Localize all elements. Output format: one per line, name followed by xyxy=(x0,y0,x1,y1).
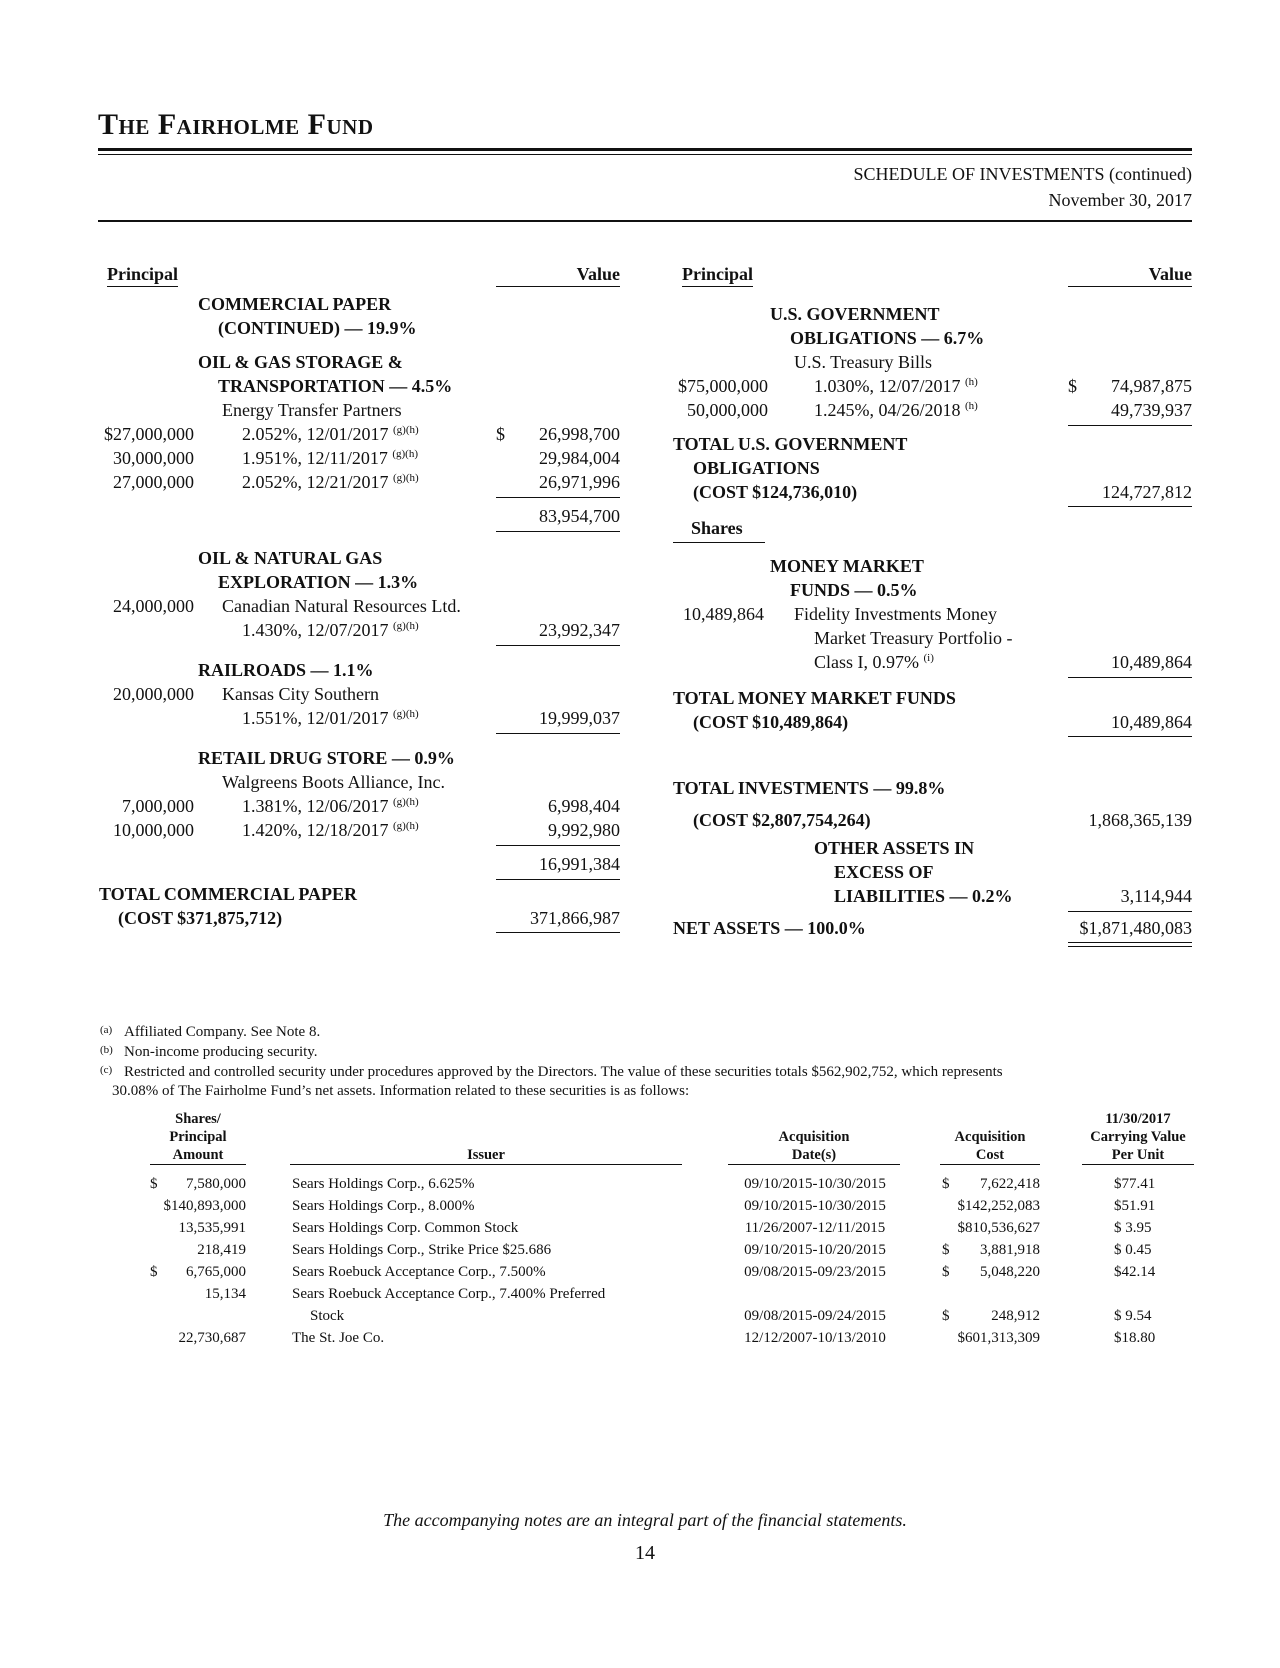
total-rule xyxy=(1068,736,1192,737)
col-header-amount xyxy=(150,1110,246,1165)
footnote-ref: (h) xyxy=(965,376,978,388)
cp-heading-1: COMMERCIAL PAPER xyxy=(198,294,392,314)
total-mm-value: 10,489,864 xyxy=(1111,712,1192,732)
header-text: Acquisition xyxy=(778,1129,850,1145)
page-number: 14 xyxy=(635,1542,655,1564)
col-header-cost xyxy=(940,1128,1040,1165)
row-principal: 27,000,000 xyxy=(113,472,194,492)
row-principal: $75,000,000 xyxy=(678,376,768,396)
oilgas-heading-1: OIL & GAS STORAGE & xyxy=(198,352,403,372)
header-text: Shares/ xyxy=(175,1111,221,1127)
row-cost-currency: $ xyxy=(942,1308,950,1324)
col-header-carrying-value xyxy=(1082,1110,1194,1165)
subtotal-rule xyxy=(1068,911,1192,912)
explor-desc: 1.430%, 12/07/2017 xyxy=(242,620,389,640)
gov-issuer: U.S. Treasury Bills xyxy=(794,352,933,372)
total-gov-label-2: OBLIGATIONS xyxy=(693,458,820,478)
row-value: 49,739,937 xyxy=(1111,400,1192,420)
total-rule xyxy=(1068,506,1192,507)
row-date: 09/10/2015-10/30/2015 xyxy=(744,1198,886,1214)
net-assets-value: $1,871,480,083 xyxy=(1079,918,1192,938)
header-text: Carrying Value xyxy=(1090,1129,1186,1145)
row-cost: $142,252,083 xyxy=(957,1198,1040,1214)
subtotal-rule xyxy=(496,531,620,532)
oilgas-subtotal: 83,954,700 xyxy=(539,506,620,526)
right-value-header: Value xyxy=(1068,264,1192,287)
row-value: 26,998,700 xyxy=(539,424,620,444)
footnote-ref: (g)(h) xyxy=(393,472,419,484)
footnote-c-line-2: 30.08% of The Fairholme Fund’s net assets. Information related to these securities is as follows: xyxy=(112,1083,690,1099)
footnote-ref: (h) xyxy=(965,400,978,412)
footnote-ref: (g)(h) xyxy=(392,448,418,460)
row-amount-currency: $ xyxy=(150,1264,158,1280)
row-cost: $810,536,627 xyxy=(957,1220,1040,1236)
row-carrying-value: $ 3.95 xyxy=(1114,1220,1152,1236)
header-text: Per Unit xyxy=(1082,1146,1194,1165)
other-label-1: OTHER ASSETS IN xyxy=(814,838,975,858)
row-carrying-value: $ 9.54 xyxy=(1114,1308,1152,1324)
other-value: 3,114,944 xyxy=(1120,886,1192,906)
row-issuer: Sears Holdings Corp., 6.625% xyxy=(292,1176,475,1192)
header-bottom-rule xyxy=(98,220,1192,222)
subtotal-rule xyxy=(1068,425,1192,426)
subtotal-rule xyxy=(496,645,620,646)
header-text: Date(s) xyxy=(728,1146,900,1165)
drug-issuer: Walgreens Boots Alliance, Inc. xyxy=(222,772,445,792)
total-gov-label-1: TOTAL U.S. GOVERNMENT xyxy=(673,434,908,454)
total-rule xyxy=(496,932,620,933)
gov-heading-1: U.S. GOVERNMENT xyxy=(770,304,940,324)
footnote-ref: (g)(h) xyxy=(393,796,419,808)
header-text: 11/30/2017 xyxy=(1105,1111,1171,1127)
footnote-ref: (g)(h) xyxy=(393,424,419,436)
explor-heading-1: OIL & NATURAL GAS xyxy=(198,548,383,568)
row-cost-currency: $ xyxy=(942,1264,950,1280)
row-carrying-value: $51.91 xyxy=(1114,1198,1156,1214)
row-desc: 1.381%, 12/06/2017 xyxy=(242,796,389,816)
row-amount: 13,535,991 xyxy=(178,1220,246,1236)
header-text: Issuer xyxy=(290,1146,682,1165)
row-cost: 5,048,220 xyxy=(980,1264,1040,1280)
header-rule-thin xyxy=(98,154,1192,155)
footnote-ref: (g)(h) xyxy=(393,820,419,832)
subtotal-rule xyxy=(496,497,620,498)
header-text: Principal xyxy=(169,1129,227,1145)
row-desc: 2.052%, 12/21/2017 xyxy=(242,472,389,492)
row-principal: 7,000,000 xyxy=(122,796,194,816)
row-date: 11/26/2007-12/11/2015 xyxy=(744,1220,886,1236)
row-date: 09/08/2015-09/24/2015 xyxy=(744,1308,886,1324)
row-issuer: Sears Holdings Corp. Common Stock xyxy=(292,1220,519,1236)
row-cost-currency: $ xyxy=(942,1242,950,1258)
row-carrying-value: $ 0.45 xyxy=(1114,1242,1152,1258)
total-mm-label-1: TOTAL MONEY MARKET FUNDS xyxy=(673,688,956,708)
total-gov-label-3: (COST $124,736,010) xyxy=(693,482,858,502)
row-date: 12/12/2007-10/13/2010 xyxy=(744,1330,886,1346)
mm-desc-2: Market Treasury Portfolio - xyxy=(814,628,1013,648)
rail-value: 19,999,037 xyxy=(539,708,620,728)
dollar-sign: $ xyxy=(1068,376,1077,396)
rail-heading: RAILROADS — 1.1% xyxy=(198,660,374,680)
other-label-3: LIABILITIES — 0.2% xyxy=(834,886,1013,906)
row-cost-currency: $ xyxy=(942,1176,950,1192)
rail-desc: 1.551%, 12/01/2017 xyxy=(242,708,389,728)
total-gov-value: 124,727,812 xyxy=(1102,482,1192,502)
total-inv-label-2: (COST $2,807,754,264) xyxy=(693,810,871,830)
mm-desc-3: Class I, 0.97% xyxy=(814,652,919,672)
row-issuer: Sears Roebuck Acceptance Corp., 7.500% xyxy=(292,1264,546,1280)
header-text: Cost xyxy=(940,1146,1040,1165)
explor-heading-2: EXPLORATION — 1.3% xyxy=(218,572,419,592)
left-principal-header: Principal xyxy=(107,264,178,287)
footnote-b: Non-income producing security. xyxy=(124,1044,318,1060)
row-desc: 1.951%, 12/11/2017 xyxy=(242,448,388,468)
header-rule-thick xyxy=(98,148,1192,151)
row-principal: $27,000,000 xyxy=(104,424,194,444)
footnote-a: Affiliated Company. See Note 8. xyxy=(124,1024,321,1040)
schedule-title: SCHEDULE OF INVESTMENTS (continued) xyxy=(853,164,1192,184)
row-value: 6,998,404 xyxy=(548,796,620,816)
row-principal: 50,000,000 xyxy=(687,400,768,420)
row-value: 74,987,875 xyxy=(1111,376,1192,396)
row-amount: 15,134 xyxy=(204,1286,246,1302)
rail-principal: 20,000,000 xyxy=(113,684,194,704)
row-issuer-line-2: Stock xyxy=(310,1308,345,1324)
drug-subtotal: 16,991,384 xyxy=(539,854,620,874)
explor-principal: 24,000,000 xyxy=(113,596,194,616)
row-principal: 10,000,000 xyxy=(113,820,194,840)
row-amount: 7,580,000 xyxy=(186,1176,246,1192)
explor-issuer: Canadian Natural Resources Ltd. xyxy=(222,596,461,616)
row-amount: 6,765,000 xyxy=(186,1264,246,1280)
col-header-date xyxy=(728,1128,900,1165)
total-cp-label-2: (COST $371,875,712) xyxy=(118,908,283,928)
row-amount: 218,419 xyxy=(197,1242,246,1258)
mm-shares: 10,489,864 xyxy=(683,604,764,624)
subtotal-rule xyxy=(1068,677,1192,678)
row-desc: 1.245%, 04/26/2018 xyxy=(814,400,961,420)
col-header-issuer xyxy=(290,1146,682,1165)
total-rule-double xyxy=(1068,946,1192,947)
row-date: 09/10/2015-10/30/2015 xyxy=(744,1176,886,1192)
drug-heading: RETAIL DRUG STORE — 0.9% xyxy=(198,748,455,768)
footer-note: The accompanying notes are an integral part of the financial statements. xyxy=(383,1510,907,1530)
row-amount-currency: $ xyxy=(150,1176,158,1192)
row-carrying-value: $18.80 xyxy=(1114,1330,1156,1346)
row-cost: 248,912 xyxy=(991,1308,1040,1324)
other-label-2: EXCESS OF xyxy=(834,862,934,882)
row-issuer: Sears Holdings Corp., 8.000% xyxy=(292,1198,475,1214)
left-value-header: Value xyxy=(496,264,620,287)
mm-heading-2: FUNDS — 0.5% xyxy=(790,580,918,600)
net-assets-label: NET ASSETS — 100.0% xyxy=(673,918,866,938)
mm-desc-1: Fidelity Investments Money xyxy=(794,604,997,624)
row-cost: 7,622,418 xyxy=(980,1176,1040,1192)
rail-issuer: Kansas City Southern xyxy=(222,684,379,704)
row-value: 9,992,980 xyxy=(548,820,620,840)
row-carrying-value: $42.14 xyxy=(1114,1264,1156,1280)
total-inv-value: 1,868,365,139 xyxy=(1088,810,1192,830)
header-text: Amount xyxy=(150,1146,246,1165)
dollar-sign: $ xyxy=(496,424,505,444)
total-mm-label-2: (COST $10,489,864) xyxy=(693,712,849,732)
footnote-ref: (i) xyxy=(923,652,934,664)
row-issuer: Sears Roebuck Acceptance Corp., 7.400% Preferred xyxy=(292,1286,606,1302)
fund-title: The Fairholme Fund xyxy=(98,108,374,141)
row-amount: 22,730,687 xyxy=(178,1330,246,1346)
shares-header: Shares xyxy=(673,518,765,543)
row-desc: 2.052%, 12/01/2017 xyxy=(242,424,389,444)
footnote-ref: (g)(h) xyxy=(393,620,419,632)
total-rule xyxy=(1068,942,1192,943)
footnote-c-line-1: Restricted and controlled security under procedures approved by the Directors. The value of these securities totals $562,902,752, which represents xyxy=(124,1064,1003,1080)
row-issuer: Sears Holdings Corp., Strike Price $25.686 xyxy=(292,1242,552,1258)
cp-heading-2: (CONTINUED) — 19.9% xyxy=(218,318,417,338)
report-date: November 30, 2017 xyxy=(1048,190,1192,210)
subtotal-rule xyxy=(496,879,620,880)
subtotal-rule xyxy=(496,845,620,846)
row-principal: 30,000,000 xyxy=(113,448,194,468)
gov-heading-2: OBLIGATIONS — 6.7% xyxy=(790,328,985,348)
right-principal-header: Principal xyxy=(682,264,753,287)
row-desc: 1.420%, 12/18/2017 xyxy=(242,820,389,840)
row-issuer: The St. Joe Co. xyxy=(292,1330,385,1346)
oilgas-heading-2: TRANSPORTATION — 4.5% xyxy=(218,376,453,396)
row-carrying-value: $77.41 xyxy=(1114,1176,1156,1192)
row-amount: $140,893,000 xyxy=(163,1198,246,1214)
header-text: Acquisition xyxy=(954,1129,1026,1145)
row-value: 26,971,996 xyxy=(539,472,620,492)
row-value: 29,984,004 xyxy=(539,448,620,468)
row-date: 09/08/2015-09/23/2015 xyxy=(744,1264,886,1280)
row-desc: 1.030%, 12/07/2017 xyxy=(814,376,961,396)
row-cost: $601,313,309 xyxy=(957,1330,1040,1346)
total-inv-label-1: TOTAL INVESTMENTS — 99.8% xyxy=(673,778,946,798)
explor-value: 23,992,347 xyxy=(539,620,620,640)
total-cp-label-1: TOTAL COMMERCIAL PAPER xyxy=(99,884,358,904)
subtotal-rule xyxy=(496,733,620,734)
footnote-ref: (g)(h) xyxy=(393,708,419,720)
mm-value: 10,489,864 xyxy=(1111,652,1192,672)
mm-heading-1: MONEY MARKET xyxy=(770,556,924,576)
row-cost: 3,881,918 xyxy=(980,1242,1040,1258)
row-date: 09/10/2015-10/20/2015 xyxy=(744,1242,886,1258)
oilgas-issuer: Energy Transfer Partners xyxy=(222,400,402,420)
total-cp-value: 371,866,987 xyxy=(530,908,620,928)
